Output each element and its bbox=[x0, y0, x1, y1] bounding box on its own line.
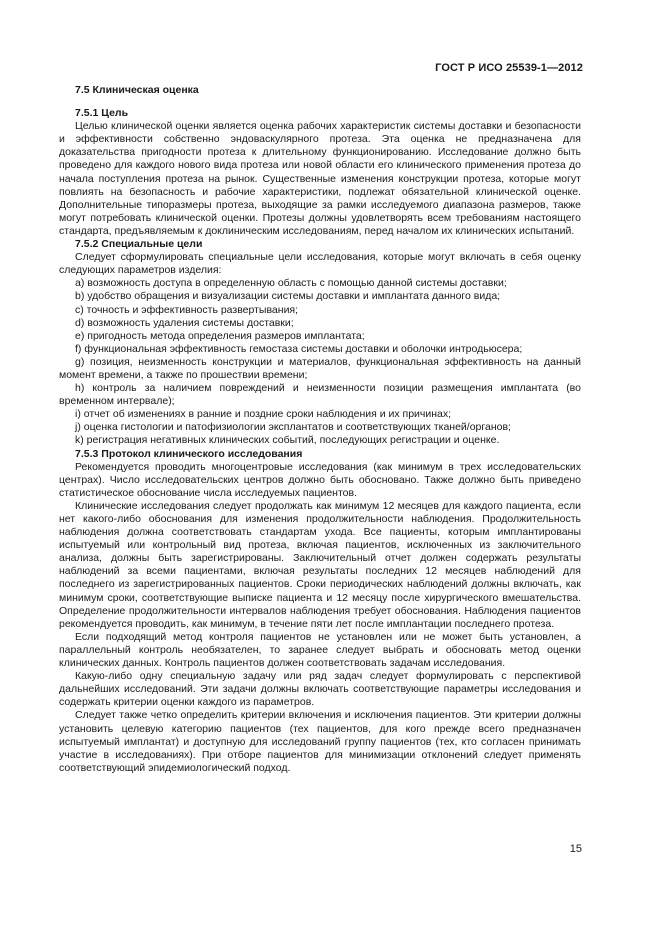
list-item: d) возможность удаления системы доставки; bbox=[75, 316, 294, 329]
document-body bbox=[59, 84, 581, 775]
paragraph-special-goals-intro: Следует сформулировать специальные цели исследования, которые могут включать в себя оценку следующих параметров изделия: bbox=[59, 251, 581, 277]
list-item: k) регистрация негативных клинических событий, последующих регистрации и оценке. bbox=[75, 434, 500, 447]
paragraph-protocol: Если подходящий метод контроля пациентов не установлен или не может быть установлен, а параллельный контроль необязателен, то заранее следует выбрать и обосновать метод оценки клинических данных. Контроль пациентов должен соответствовать задачам исследования. bbox=[59, 630, 581, 670]
document-header: ГОСТ Р ИСО 25539-1—2012 bbox=[435, 62, 583, 74]
list-item: f) функциональная эффективность гемостаза системы доставки и оболочки интродьюсера; bbox=[75, 342, 523, 355]
paragraph-goal: Целью клинической оценки является оценка рабочих характеристик системы доставки и безопасности и эффективности собственно эндоваскулярного протеза. Эта оценка не предназначена для доказательства пригодности протеза к длительному функционированию. Исследование должно быть проведено для каждого нового вида протеза или новой области его клинического применения протеза до начала поступления протеза на рынок. Существенные изменения конструкции протеза, которые могут повлиять на безопасность и рабочие характеристики, подлежат обязательной клинической оценке. Дополнительные типоразмеры протеза, выходящие за рамки исследуемого диапазона размеров, также могут потребовать клинической оценки. Протезы должны удовлетворять всем требованиям настоящего стандарта, предъявляемым к доклиническим исследованиям, перед началом их клинических испытаний. bbox=[59, 120, 581, 237]
list-item: c) точность и эффективность развертывания; bbox=[75, 303, 299, 316]
list-item: a) возможность доступа в определенную область с помощью данной системы доставки; bbox=[75, 277, 507, 290]
page-number: 15 bbox=[569, 843, 582, 855]
list-item: j) оценка гистологии и патофизиологии эксплантатов и соответствующих тканей/органов; bbox=[75, 421, 511, 434]
list-item: b) удобство обращения и визуализации системы доставки и имплантата данного вида; bbox=[75, 290, 501, 303]
list-item: h) контроль за наличием повреждений и неизменности позиции размещения имплантата (во временном интервале); bbox=[59, 382, 581, 408]
list-item: i) отчет об изменениях в ранние и поздние сроки наблюдения и их причинах; bbox=[75, 408, 452, 421]
paragraph-protocol: Клинические исследования следует продолжать как минимум 12 месяцев для каждого пациента, если нет какого-либо обоснования для изменения продолжительности наблюдения. Продолжительность наблюдения должна соответствовать стандартам ухода. Все пациенты, которым имплантированы испытуемый или контрольный вид протеза, включая пациентов, исключенных из заключительного анализа, должны быть зарегистрированы. Заключительный отчет должен содержать результаты наблюдений за всеми пациентами, включая результаты последних 12 месяцев наблюдений для последнего из зарегистрированных пациентов. Сроки периодических наблюдений должны включать, как минимум сроки, соответствующие выписке пациента и 12 месяцу после хирургического вмешательства. Определение продолжительности интервалов наблюдения требует обоснования. Наблюдения пациентов рекомендуется проводить, как минимум, в течение пяти лет после имплантации последнего протеза. bbox=[59, 499, 581, 630]
section-heading: 7.5 Клиническая оценка bbox=[75, 84, 199, 96]
subsection-heading-special-goals: 7.5.2 Специальные цели bbox=[75, 238, 203, 251]
list-item: e) пригодность метода определения размеров имплантата; bbox=[75, 329, 365, 342]
paragraph-protocol: Какую-либо одну специальную задачу или ряд задач следует формулировать с перспективой дальнейших исследований. Эти задачи должны включать соответствующие параметры исследования и содержать критерии оценки каждого из параметров. bbox=[59, 670, 581, 709]
subsection-heading-goal: 7.5.1 Цель bbox=[75, 107, 129, 120]
subsection-heading-protocol: 7.5.3 Протокол клинического исследования bbox=[75, 447, 303, 460]
paragraph-protocol: Рекомендуется проводить многоцентровые исследования (как минимум в трех исследовательских центрах). Число исследовательских центров должно быть обосновано. Также должно быть приведено статистическое обоснование числа исследуемых пациентов. bbox=[59, 460, 581, 499]
paragraph-protocol: Следует также четко определить критерии включения и исключения пациентов. Эти критерии должны установить целевую категорию пациентов (тех пациентов, для кого прежде всего предназначен испытуемый имплантат) и доступную для исследований группу пациентов (тех, кто согласен принимать участие в исследованиях). При отборе пациентов для минимизации отклонений следует применять соответствующий эпидемиологический подход. bbox=[59, 709, 581, 774]
list-item: g) позиция, неизменность конструкции и материалов, функциональная эффективность на данный момент времени, а также по прошествии времени; bbox=[59, 355, 581, 381]
